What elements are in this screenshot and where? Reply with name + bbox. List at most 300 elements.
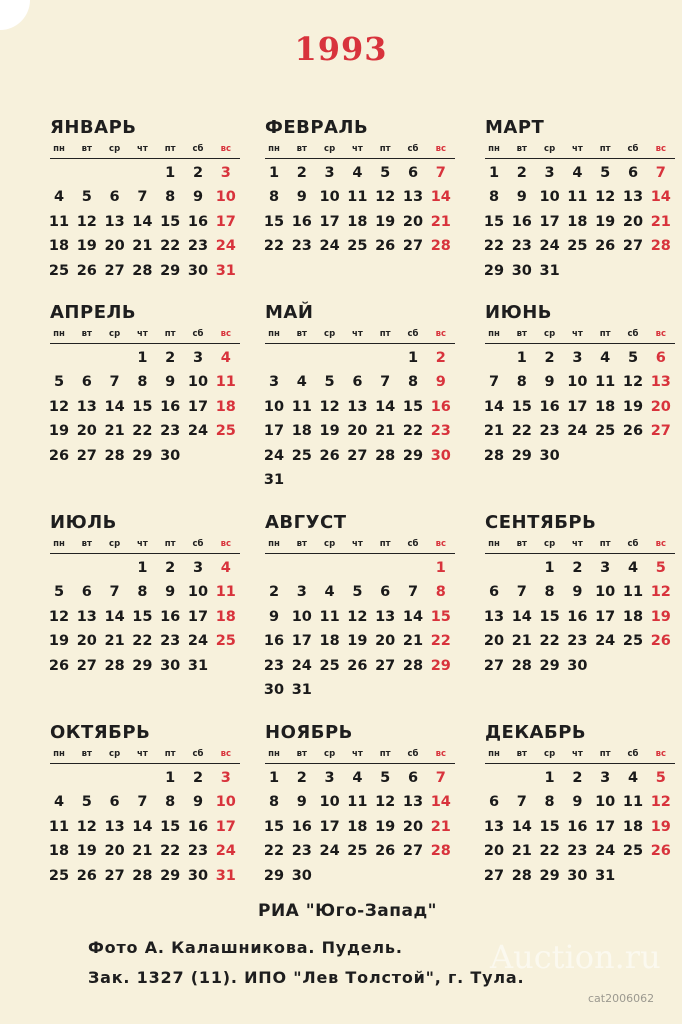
day: 13: [375, 608, 396, 625]
day: 14: [104, 608, 125, 625]
day: 22: [539, 633, 560, 650]
day: 20: [483, 843, 505, 860]
weekday-label: пн: [488, 749, 500, 759]
day-sunday: 21: [430, 818, 451, 835]
weekday-label: ср: [544, 539, 556, 549]
day: 27: [375, 657, 396, 674]
weekday-label: чт: [352, 329, 363, 339]
day: 27: [622, 238, 644, 255]
day: 11: [291, 398, 312, 415]
day: 16: [291, 213, 312, 230]
weekday-label: вс: [435, 329, 446, 339]
day: 21: [104, 423, 125, 440]
month-name: АПРЕЛЬ: [50, 302, 137, 323]
day: 14: [511, 818, 532, 835]
day: 13: [483, 608, 505, 625]
day: 7: [109, 374, 120, 391]
day: 5: [352, 584, 363, 601]
day: 30: [567, 657, 588, 674]
day: 22: [132, 633, 153, 650]
month-name: ЯНВАРЬ: [50, 117, 137, 138]
weekday-label: сб: [192, 329, 204, 339]
day: 8: [165, 794, 176, 811]
day: 8: [137, 584, 148, 601]
day: 1: [137, 350, 148, 366]
weekday-label: вт: [516, 749, 527, 759]
weekday-label: пн: [268, 539, 280, 549]
day: 13: [76, 398, 97, 415]
day: 6: [488, 584, 500, 601]
day: 28: [483, 447, 505, 464]
day: 26: [48, 447, 70, 464]
day: 25: [48, 262, 70, 279]
day: 27: [483, 867, 505, 884]
day: 23: [291, 843, 312, 860]
day: 5: [81, 189, 92, 206]
order-info-line: Зак. 1327 (11). ИПО "Лев Толстой", г. Тула.: [88, 968, 525, 987]
day: 14: [132, 213, 153, 230]
day: 29: [511, 447, 532, 464]
day: 26: [622, 423, 644, 440]
day-sunday: 18: [215, 398, 236, 415]
month-name: СЕНТЯБРЬ: [485, 512, 597, 533]
day: 4: [324, 584, 335, 601]
day: 18: [567, 213, 588, 230]
day: 21: [375, 423, 396, 440]
weekday-label: ср: [324, 329, 336, 339]
day: 9: [572, 794, 583, 811]
weekday-label: вт: [296, 329, 307, 339]
day: 6: [488, 794, 500, 811]
day: 13: [347, 398, 368, 415]
day: 2: [192, 165, 204, 181]
day: 23: [291, 238, 312, 255]
day: 21: [511, 843, 532, 860]
day: 17: [567, 398, 588, 415]
day: 25: [319, 657, 340, 674]
auction-watermark: Auction.ru: [490, 938, 661, 976]
day: 29: [263, 867, 285, 884]
month-block: [265, 302, 465, 502]
weekday-label: сб: [407, 144, 419, 154]
day: 26: [595, 238, 616, 255]
day: 9: [165, 374, 176, 391]
day: 6: [380, 584, 391, 601]
weekday-header: [265, 749, 455, 764]
weekday-label: пн: [53, 144, 65, 154]
day: 10: [319, 794, 340, 811]
day-sunday: 22: [430, 633, 451, 650]
day: 30: [160, 447, 181, 464]
day: 5: [53, 584, 65, 601]
weekday-label: вс: [655, 539, 666, 549]
day: 26: [76, 867, 97, 884]
day: 12: [76, 818, 97, 835]
day: 15: [539, 818, 560, 835]
day: 26: [76, 262, 97, 279]
day: 17: [595, 818, 616, 835]
weekday-label: чт: [572, 539, 583, 549]
day: 2: [516, 165, 527, 181]
weekday-label: пн: [268, 329, 280, 339]
day: 5: [324, 374, 335, 391]
weekday-label: сб: [407, 329, 419, 339]
day: 15: [263, 213, 285, 230]
day: 15: [263, 818, 285, 835]
day: 19: [595, 213, 616, 230]
weekday-label: чт: [572, 749, 583, 759]
day: 26: [48, 657, 70, 674]
day: 8: [407, 374, 419, 391]
day: 23: [539, 423, 560, 440]
weekday-label: вт: [296, 144, 307, 154]
day: 11: [567, 189, 588, 206]
day: 7: [137, 189, 148, 206]
day: 18: [291, 423, 312, 440]
weekday-label: вт: [296, 539, 307, 549]
day: 29: [539, 867, 560, 884]
watermark-lot-id: cat2006062: [588, 992, 655, 1005]
weekday-label: сб: [627, 749, 639, 759]
weekday-label: вт: [516, 329, 527, 339]
weekday-label: чт: [137, 539, 148, 549]
day: 7: [407, 584, 419, 601]
day: 11: [622, 584, 644, 601]
weekday-header: [265, 144, 455, 159]
day: 25: [622, 843, 644, 860]
day: 6: [352, 374, 363, 391]
day: 8: [137, 374, 148, 391]
day: 21: [483, 423, 505, 440]
day: 27: [104, 262, 125, 279]
day-sunday: 28: [430, 843, 451, 860]
weekday-label: сб: [192, 144, 204, 154]
weekday-label: пн: [488, 144, 500, 154]
day: 11: [48, 818, 70, 835]
day: 1: [268, 165, 280, 181]
day: 16: [187, 818, 209, 835]
day: 23: [567, 633, 588, 650]
day: 6: [109, 189, 120, 206]
day: 9: [544, 374, 555, 391]
day: 22: [263, 843, 285, 860]
day: 30: [511, 262, 532, 279]
day: 16: [291, 818, 312, 835]
day: 11: [595, 374, 616, 391]
day: 16: [567, 608, 588, 625]
day: 17: [319, 818, 340, 835]
day: 31: [291, 682, 312, 698]
day-sunday: 19: [650, 818, 671, 835]
day: 9: [296, 794, 307, 811]
day: 3: [192, 350, 204, 366]
day-sunday: 28: [650, 238, 671, 255]
day: 5: [380, 165, 391, 181]
weekday-label: чт: [352, 749, 363, 759]
day: 2: [268, 584, 280, 601]
day-sunday: 26: [650, 633, 671, 650]
day: 16: [539, 398, 560, 415]
day: 30: [263, 682, 285, 698]
weekday-label: ср: [109, 144, 121, 154]
day: 25: [622, 633, 644, 650]
day: 31: [187, 657, 209, 674]
day: 9: [516, 189, 527, 206]
day: 28: [104, 657, 125, 674]
weekday-header: [485, 329, 675, 344]
day: 15: [483, 213, 505, 230]
day: 2: [296, 770, 307, 786]
day-sunday: 31: [215, 867, 236, 884]
day: 1: [407, 350, 419, 366]
day: 19: [347, 633, 368, 650]
day: 14: [402, 608, 424, 625]
day-sunday: 26: [650, 843, 671, 860]
day: 25: [48, 867, 70, 884]
day: 23: [511, 238, 532, 255]
day: 13: [402, 189, 424, 206]
day: 24: [319, 238, 340, 255]
weekday-label: вс: [655, 749, 666, 759]
day: 11: [622, 794, 644, 811]
day: 14: [483, 398, 505, 415]
day: 21: [104, 633, 125, 650]
day: 27: [76, 657, 97, 674]
weekday-label: вт: [81, 539, 92, 549]
day: 13: [483, 818, 505, 835]
day-sunday: 12: [650, 584, 671, 601]
day: 7: [109, 584, 120, 601]
day: 16: [567, 818, 588, 835]
day: 2: [544, 350, 555, 366]
day: 2: [192, 770, 204, 786]
day: 15: [511, 398, 532, 415]
day: 6: [407, 770, 419, 786]
day: 9: [296, 189, 307, 206]
weekday-label: вс: [220, 539, 231, 549]
day: 15: [132, 608, 153, 625]
day: 17: [595, 608, 616, 625]
day: 30: [160, 657, 181, 674]
day: 12: [48, 398, 70, 415]
month-name: МАРТ: [485, 117, 545, 138]
day: 26: [347, 657, 368, 674]
day: 22: [160, 843, 181, 860]
weekday-label: пт: [379, 539, 391, 549]
day: 1: [516, 350, 527, 366]
day: 3: [324, 165, 335, 181]
day: 20: [347, 423, 368, 440]
day-sunday: 14: [430, 189, 451, 206]
weekday-label: чт: [352, 144, 363, 154]
day: 22: [132, 423, 153, 440]
day: 2: [572, 770, 583, 786]
day: 15: [402, 398, 424, 415]
month-name: ОКТЯБРЬ: [50, 722, 151, 743]
day: 5: [627, 350, 639, 366]
day: 4: [53, 189, 65, 206]
day: 11: [347, 794, 368, 811]
day: 24: [539, 238, 560, 255]
day: 8: [268, 189, 280, 206]
weekday-header: [485, 144, 675, 159]
day: 21: [132, 843, 153, 860]
day-sunday: 9: [435, 374, 446, 391]
weekday-header: [485, 539, 675, 554]
day-sunday: 28: [430, 238, 451, 255]
day: 17: [539, 213, 560, 230]
month-block: [50, 117, 250, 317]
day-sunday: 13: [650, 374, 671, 391]
weekday-label: пт: [164, 749, 176, 759]
day: 5: [81, 794, 92, 811]
day: 4: [352, 165, 363, 181]
day: 11: [319, 608, 340, 625]
day: 12: [375, 794, 396, 811]
day: 19: [375, 818, 396, 835]
weekday-label: вт: [516, 539, 527, 549]
day-sunday: 19: [650, 608, 671, 625]
weekday-label: вс: [435, 539, 446, 549]
month-block: [265, 512, 465, 712]
day: 12: [319, 398, 340, 415]
day: 7: [380, 374, 391, 391]
weekday-label: вс: [220, 749, 231, 759]
day: 18: [622, 818, 644, 835]
day: 1: [137, 560, 148, 576]
day: 18: [347, 213, 368, 230]
weekday-label: вс: [435, 144, 446, 154]
weekday-label: вс: [655, 144, 666, 154]
day-sunday: 17: [215, 213, 236, 230]
day: 8: [544, 584, 555, 601]
weekday-label: пт: [599, 329, 611, 339]
day: 3: [572, 350, 583, 366]
day-sunday: 25: [215, 633, 236, 650]
day: 23: [263, 657, 285, 674]
day: 29: [402, 447, 424, 464]
day-sunday: 10: [215, 794, 236, 811]
day: 26: [319, 447, 340, 464]
day: 3: [544, 165, 555, 181]
day: 20: [104, 238, 125, 255]
day: 15: [132, 398, 153, 415]
day-sunday: 10: [215, 189, 236, 206]
day: 8: [544, 794, 555, 811]
weekday-label: вс: [655, 329, 666, 339]
weekday-label: ср: [544, 144, 556, 154]
day: 3: [192, 560, 204, 576]
day-sunday: 24: [215, 843, 236, 860]
day: 10: [539, 189, 560, 206]
day: 24: [595, 633, 616, 650]
day: 12: [622, 374, 644, 391]
day: 28: [511, 657, 532, 674]
day: 17: [291, 633, 312, 650]
day-sunday: 7: [435, 770, 446, 786]
day: 4: [572, 165, 583, 181]
day: 18: [319, 633, 340, 650]
weekday-label: пн: [53, 539, 65, 549]
day: 15: [160, 818, 181, 835]
day: 19: [622, 398, 644, 415]
day-sunday: 11: [215, 374, 236, 391]
day: 15: [160, 213, 181, 230]
day: 7: [516, 584, 527, 601]
weekday-label: пн: [268, 749, 280, 759]
weekday-label: пт: [164, 144, 176, 154]
day: 27: [402, 238, 424, 255]
day: 19: [76, 843, 97, 860]
day: 20: [104, 843, 125, 860]
day: 25: [347, 843, 368, 860]
day: 29: [483, 262, 505, 279]
day: 30: [187, 867, 209, 884]
day-sunday: 3: [220, 165, 231, 181]
day-sunday: 7: [435, 165, 446, 181]
day-sunday: 12: [650, 794, 671, 811]
day: 13: [622, 189, 644, 206]
day: 9: [192, 189, 204, 206]
day: 8: [488, 189, 500, 206]
day: 28: [132, 867, 153, 884]
weekday-label: чт: [572, 144, 583, 154]
day: 24: [595, 843, 616, 860]
weekday-label: пт: [164, 329, 176, 339]
day: 28: [104, 447, 125, 464]
day: 13: [104, 818, 125, 835]
weekday-label: вт: [81, 749, 92, 759]
weekday-label: чт: [137, 749, 148, 759]
weekday-label: пн: [53, 749, 65, 759]
day: 7: [516, 794, 527, 811]
day: 16: [187, 213, 209, 230]
weekday-header: [50, 144, 240, 159]
day: 24: [567, 423, 588, 440]
month-block: [485, 722, 682, 922]
day-sunday: 8: [435, 584, 446, 601]
day: 8: [268, 794, 280, 811]
day: 31: [595, 867, 616, 884]
weekday-label: сб: [407, 749, 419, 759]
day: 17: [187, 398, 209, 415]
day: 29: [132, 447, 153, 464]
day: 23: [187, 238, 209, 255]
day: 19: [48, 633, 70, 650]
day: 2: [296, 165, 307, 181]
day: 1: [268, 770, 280, 786]
day: 6: [81, 584, 92, 601]
month-block: [485, 512, 682, 712]
day-sunday: 21: [430, 213, 451, 230]
day: 30: [567, 867, 588, 884]
day: 4: [296, 374, 307, 391]
day: 4: [600, 350, 611, 366]
day: 12: [48, 608, 70, 625]
day: 2: [165, 350, 176, 366]
month-name: АВГУСТ: [265, 512, 347, 533]
day-sunday: 29: [430, 657, 451, 674]
day: 19: [48, 423, 70, 440]
day: 16: [263, 633, 285, 650]
day: 9: [165, 584, 176, 601]
weekday-label: сб: [627, 144, 639, 154]
day: 29: [539, 657, 560, 674]
day: 16: [160, 608, 181, 625]
day: 12: [595, 189, 616, 206]
weekday-header: [50, 539, 240, 554]
weekday-header: [50, 749, 240, 764]
